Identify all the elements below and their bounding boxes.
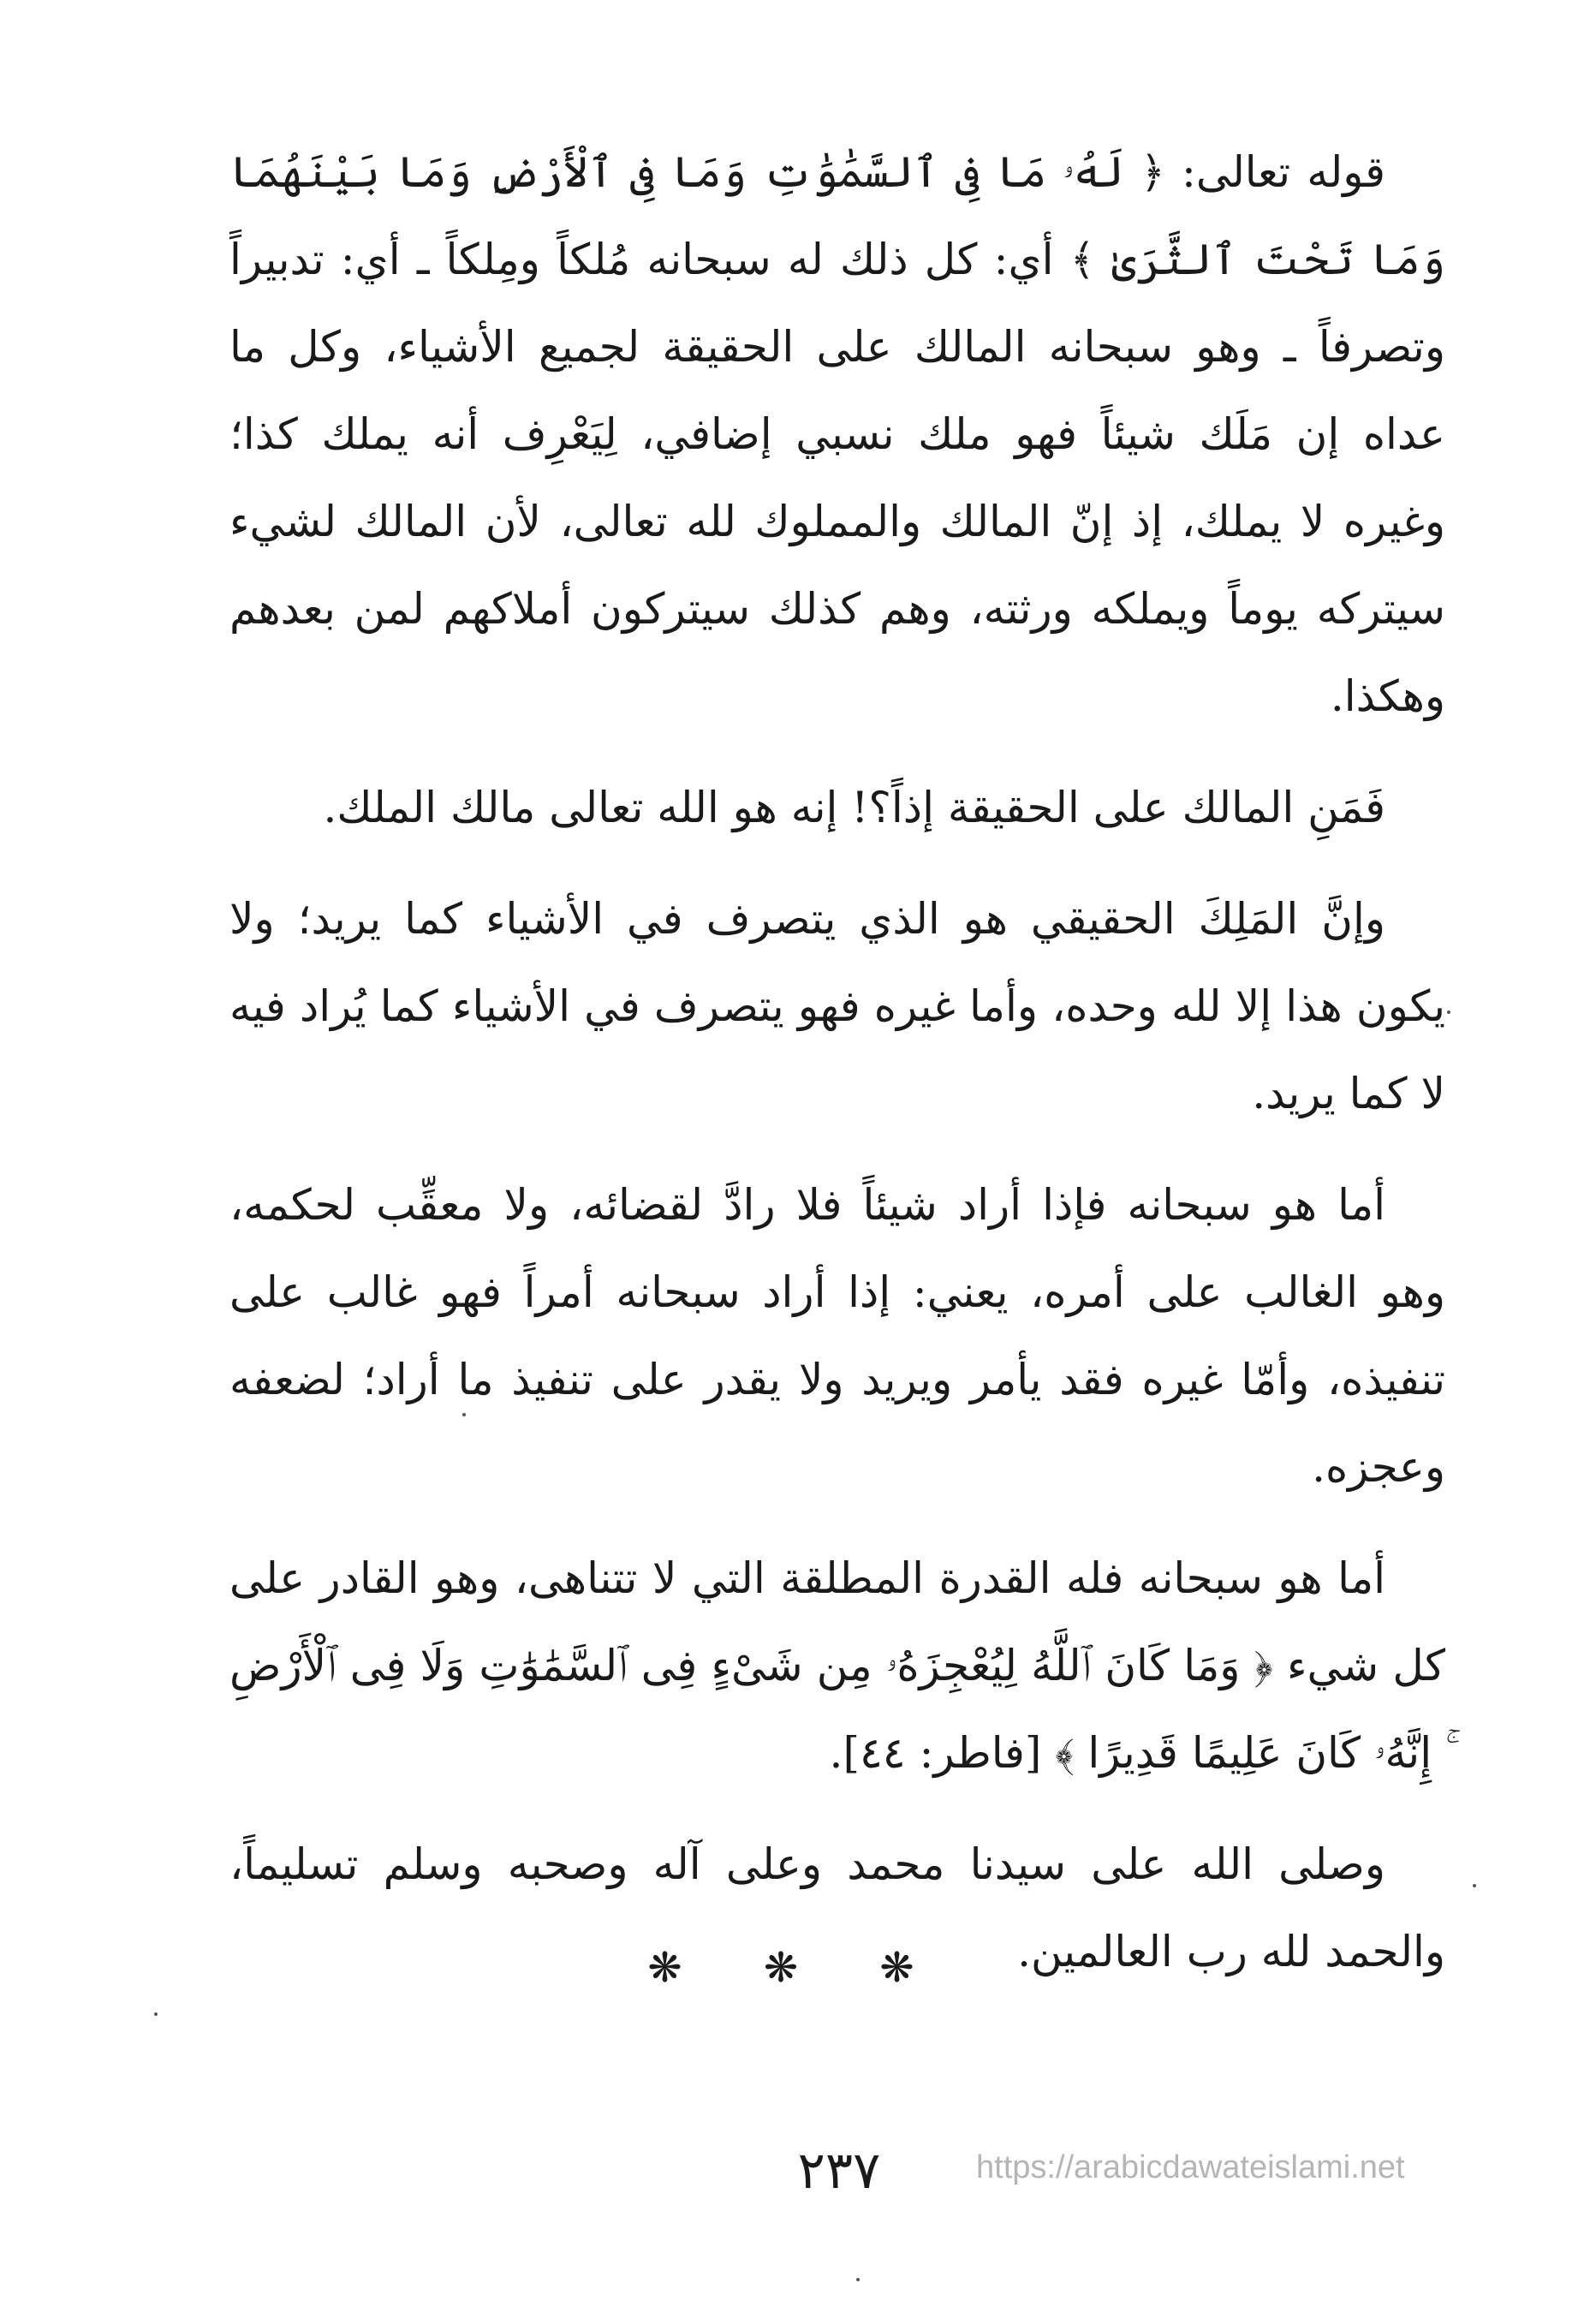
paragraph-4 <box>229 1161 1445 1511</box>
body-text <box>229 128 1445 2019</box>
paragraph-3-text: وإنَّ المَلِكَ الحقيقي هو الذي يتصرف في الأشياء كما يريد؛ ولا يكون هذا إلا لله وحده، وأما غيره فهو يتصرف في الأشياء كما يُراد فيه لا كما يريد. <box>229 894 1445 1118</box>
quran-verse-1: ﴿ لَهُۥ مَا فِى ٱلسَّمَٰوَٰتِ وَمَا فِى ٱلْأَرْضِ وَمَا بَيْنَهُمَا وَمَا تَحْتَ ٱلثَّرَىٰ ﴾ <box>229 147 1445 284</box>
paragraph-5 <box>229 1535 1445 1797</box>
paragraph-2 <box>229 764 1445 851</box>
paragraph-1 <box>229 128 1445 740</box>
scan-speck <box>1447 1010 1450 1014</box>
closing-text: وصلى الله على سيدنا محمد وعلى آله وصحبه وسلم تسليماً، والحمد لله رب العالمين. <box>229 1839 1445 1976</box>
watermark-url: https://arabicdawateislami.net <box>976 2149 1405 2185</box>
paragraph-3 <box>229 875 1445 1137</box>
scan-speck <box>462 1413 466 1416</box>
verse-reference: [فاطر: ٤٤]. <box>829 1728 1042 1778</box>
paragraph-4-text: أما هو سبحانه فإذا أراد شيئاً فلا رادَّ لقضائه، ولا معقِّب لحكمه، وهو الغالب على أمره، يعني: إذا أراد سبحانه أمراً فهو غالب على تنفيذه، وأمّا غيره فقد يأمر ويريد ولا يقدر على تنفيذ ما أراد؛ لضعفه وعجزه. <box>229 1180 1445 1492</box>
scan-speck <box>856 2278 860 2281</box>
paragraph-1-commentary: أي: كل ذلك له سبحانه مُلكاً ومِلكاً ـ أي: تدبيراً وتصرفاً ـ وهو سبحانه المالك على الحقيقة لجميع الأشياء، وكل ما عداه إن مَلَك شيئاً فهو ملك نسبي إضافي، لِيَعْرِف أنه يملك كذا؛ وغيره لا يملك، إذ إنّ المالك والمملوك لله تعالى، لأن المالك لشيء سيتركه يوماً ويملكه ورثته، وهم كذلك سيتركون أملاكهم لمن بعدهم وهكذا. <box>229 235 1445 721</box>
section-separator: ❋ ❋ ❋ <box>647 1944 949 1992</box>
quran-verse-2: ﴿ وَمَا كَانَ ٱللَّهُ لِيُعْجِزَهُۥ مِن شَىْءٍ فِى ٱلسَّمَٰوَٰتِ وَلَا فِى ٱلْأَرْضِ ۚ إِنَّهُۥ كَانَ عَلِيمًا قَدِيرًا ﴾ <box>229 1641 1445 1778</box>
scan-speck <box>154 2012 158 2016</box>
page-number: ٢٣٧ <box>797 2141 881 2201</box>
paragraph-5-intro: أما هو سبحانه فله القدرة المطلقة التي لا تتناهى، وهو القادر على كل شيء <box>229 1553 1445 1690</box>
scan-speck <box>1473 1884 1476 1887</box>
paragraph-1-intro: قوله تعالى: <box>1164 147 1385 197</box>
paragraph-2-text: فَمَنِ المالك على الحقيقة إذاً؟! إنه هو الله تعالى مالك الملك. <box>323 783 1385 832</box>
